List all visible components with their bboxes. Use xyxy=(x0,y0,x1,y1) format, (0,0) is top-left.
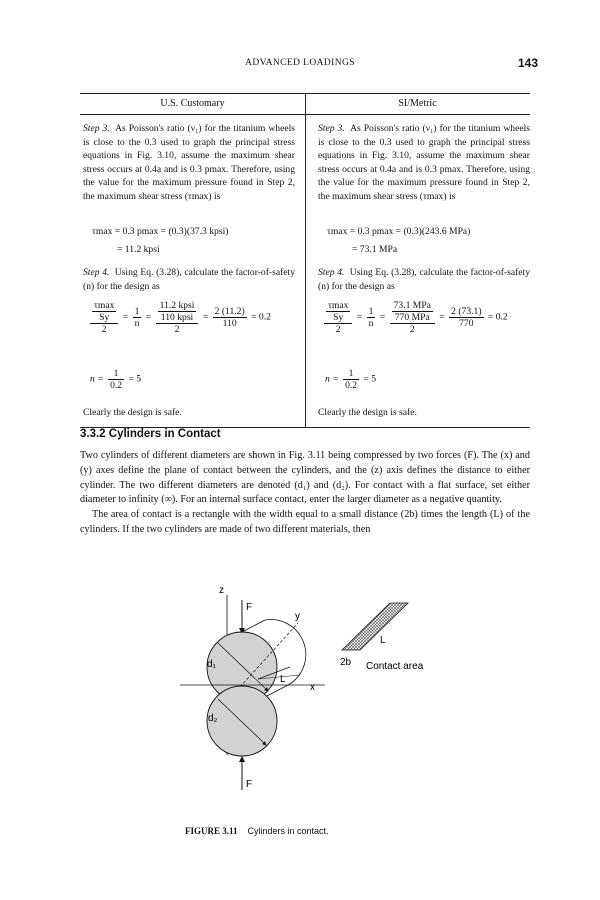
step-text: Using Eq. (3.28), calculate the factor-of-safety (n) for the design as xyxy=(83,267,295,292)
left-factor-equation: $\frac{\frac{\tau\max}{Sy}}{2}$ = $\frac{1}{n}$ = $\frac{\frac{\text{11.2 kpsi}}{\text{110 kpsi}}}{2}$ = $\frac{2 (11.2)}{110}$ = 0.2 xyxy=(88,300,271,335)
right-equation-tau: τmax = 0.3 pmax = (0.3)(243.6 MPa) xyxy=(327,226,471,237)
fraction-tau-over-sy: $\frac{\frac{\tau\max}{Sy}}{2}$ xyxy=(324,300,352,335)
section-heading: 3.3.2 Cylinders in Contact xyxy=(80,428,221,440)
label-d1: d₁ xyxy=(207,659,216,670)
figure-caption xyxy=(185,826,329,836)
running-header: ADVANCED LOADINGS xyxy=(245,58,355,68)
fraction-values: $\frac{\frac{\text{73.1 MPa}}{\text{770 MPa}}}{2}$ xyxy=(390,300,435,335)
fraction-one-over-n: $\frac{1}{n}$ xyxy=(368,306,374,329)
step-text: Using Eq. (3.28), calculate the factor-of-safety (n) for the design as xyxy=(318,267,530,292)
step-label: Step 3. xyxy=(318,123,345,134)
contact-area-rect xyxy=(342,603,408,650)
fraction-tau-over-sy xyxy=(90,300,118,335)
right-step4 xyxy=(318,266,530,293)
left-equation-tau: τmax = 0.3 pmax = (0.3)(37.3 kpsi) xyxy=(92,226,229,237)
caption-text: Cylinders in contact. xyxy=(247,826,329,836)
factor-result: = 0.2 xyxy=(487,311,508,323)
right-n-equation: n = $\frac{1}{0.2}$ = 5 xyxy=(325,368,377,391)
fraction-one-over-n: $\frac{1}{n}$ xyxy=(134,306,140,329)
label-2b: 2b xyxy=(340,657,352,668)
label-F-top: F xyxy=(246,602,253,613)
frac-two: 2 xyxy=(101,324,107,335)
left-equation-result: = 11.2 kpsi xyxy=(117,244,160,255)
column-heading-customary: U.S. Customary xyxy=(160,98,225,109)
section-body xyxy=(80,449,530,538)
step-text: As Poisson's ratio (ν₁) for the titanium wheels is close to the 0.3 used to graph the principal stress equations in Fig. 3.10, assume the maximum shear stress occurs at 0.4a and is 0.3 pmax. Therefore, using the value for the maximum pressure found in Step 2, the maximum shear stress (τmax) is xyxy=(83,123,295,202)
caption-number: FIGURE 3.11 xyxy=(185,826,238,836)
figure-cylinders-in-contact xyxy=(140,575,460,815)
paragraph: The area of contact is a rectangle with the width equal to a small distance (2b) times the length (L) of the cylinders. If the two cylinders are made of two different materials, then xyxy=(80,509,530,535)
left-step3 xyxy=(83,122,295,204)
right-equation-result: = 73.1 MPa xyxy=(352,244,398,255)
fraction-values-2: $\frac{2 (73.1)}{770}$ xyxy=(451,306,482,329)
left-n-equation: n = $\frac{1}{0.2}$ = 5 xyxy=(90,368,142,391)
step-label: Step 4. xyxy=(318,267,345,278)
step-label: Step 4. xyxy=(83,267,110,278)
step-text: As Poisson's ratio (ν₁) for the titanium wheels is close to the 0.3 used to graph the principal stress equations in Fig. 3.10, assume the maximum shear stress occurs at 0.4a and is 0.3 pmax. Therefore, using the value for the maximum pressure found in Step 2, the maximum shear stress (τmax) is xyxy=(318,123,530,202)
right-step3 xyxy=(318,122,530,204)
bottom-cylinder xyxy=(207,686,277,756)
label-L-cylinder: L xyxy=(280,674,286,685)
paragraph: Two cylinders of different diameters are shown in Fig. 3.11 being compressed by two forces (F). The (x) and (y) axes define the plane of contact between the cylinders, and the (z) axis defines the distance to either cylinder. The two different diameters are denoted (d₁) and (d₂). For contact with a flat surface, set either diameter to infinity (∞). For an internal surface contact, enter the larger diameter as a negative quantity. xyxy=(80,450,530,506)
right-conclusion: Clearly the design is safe. xyxy=(318,407,417,418)
table-column-divider xyxy=(305,93,306,427)
fraction-values: $\frac{\frac{\text{11.2 kpsi}}{\text{110 kpsi}}}{2}$ xyxy=(156,300,199,335)
factor-result: = 0.2 xyxy=(251,311,271,323)
frac-sy: Sy xyxy=(99,312,110,323)
label-d2: d₂ xyxy=(208,713,218,724)
label-y: y xyxy=(295,611,300,622)
right-factor-equation: $\frac{\frac{\tau\max}{Sy}}{2}$ = $\frac{1}{n}$ = $\frac{\frac{\text{73.1 MPa}}{\text{770 MPa}}}{2}$ = $\frac{2 (73.1)}{770}$ = 0.2 xyxy=(322,300,508,335)
page-number: 143 xyxy=(517,56,538,70)
label-z: z xyxy=(219,585,224,596)
fraction-values-2: $\frac{2 (11.2)}{110}$ xyxy=(214,306,245,329)
column-heading-metric: SI/Metric xyxy=(398,98,437,109)
label-x: x xyxy=(310,682,315,693)
label-L-area: L xyxy=(380,635,386,646)
left-conclusion: Clearly the design is safe. xyxy=(83,407,182,418)
step-label: Step 3. xyxy=(83,123,110,134)
left-step4 xyxy=(83,266,295,293)
label-F-bottom: F xyxy=(246,779,253,790)
label-contact-area: Contact area xyxy=(366,661,424,672)
frac-tau: τmax xyxy=(94,300,115,311)
